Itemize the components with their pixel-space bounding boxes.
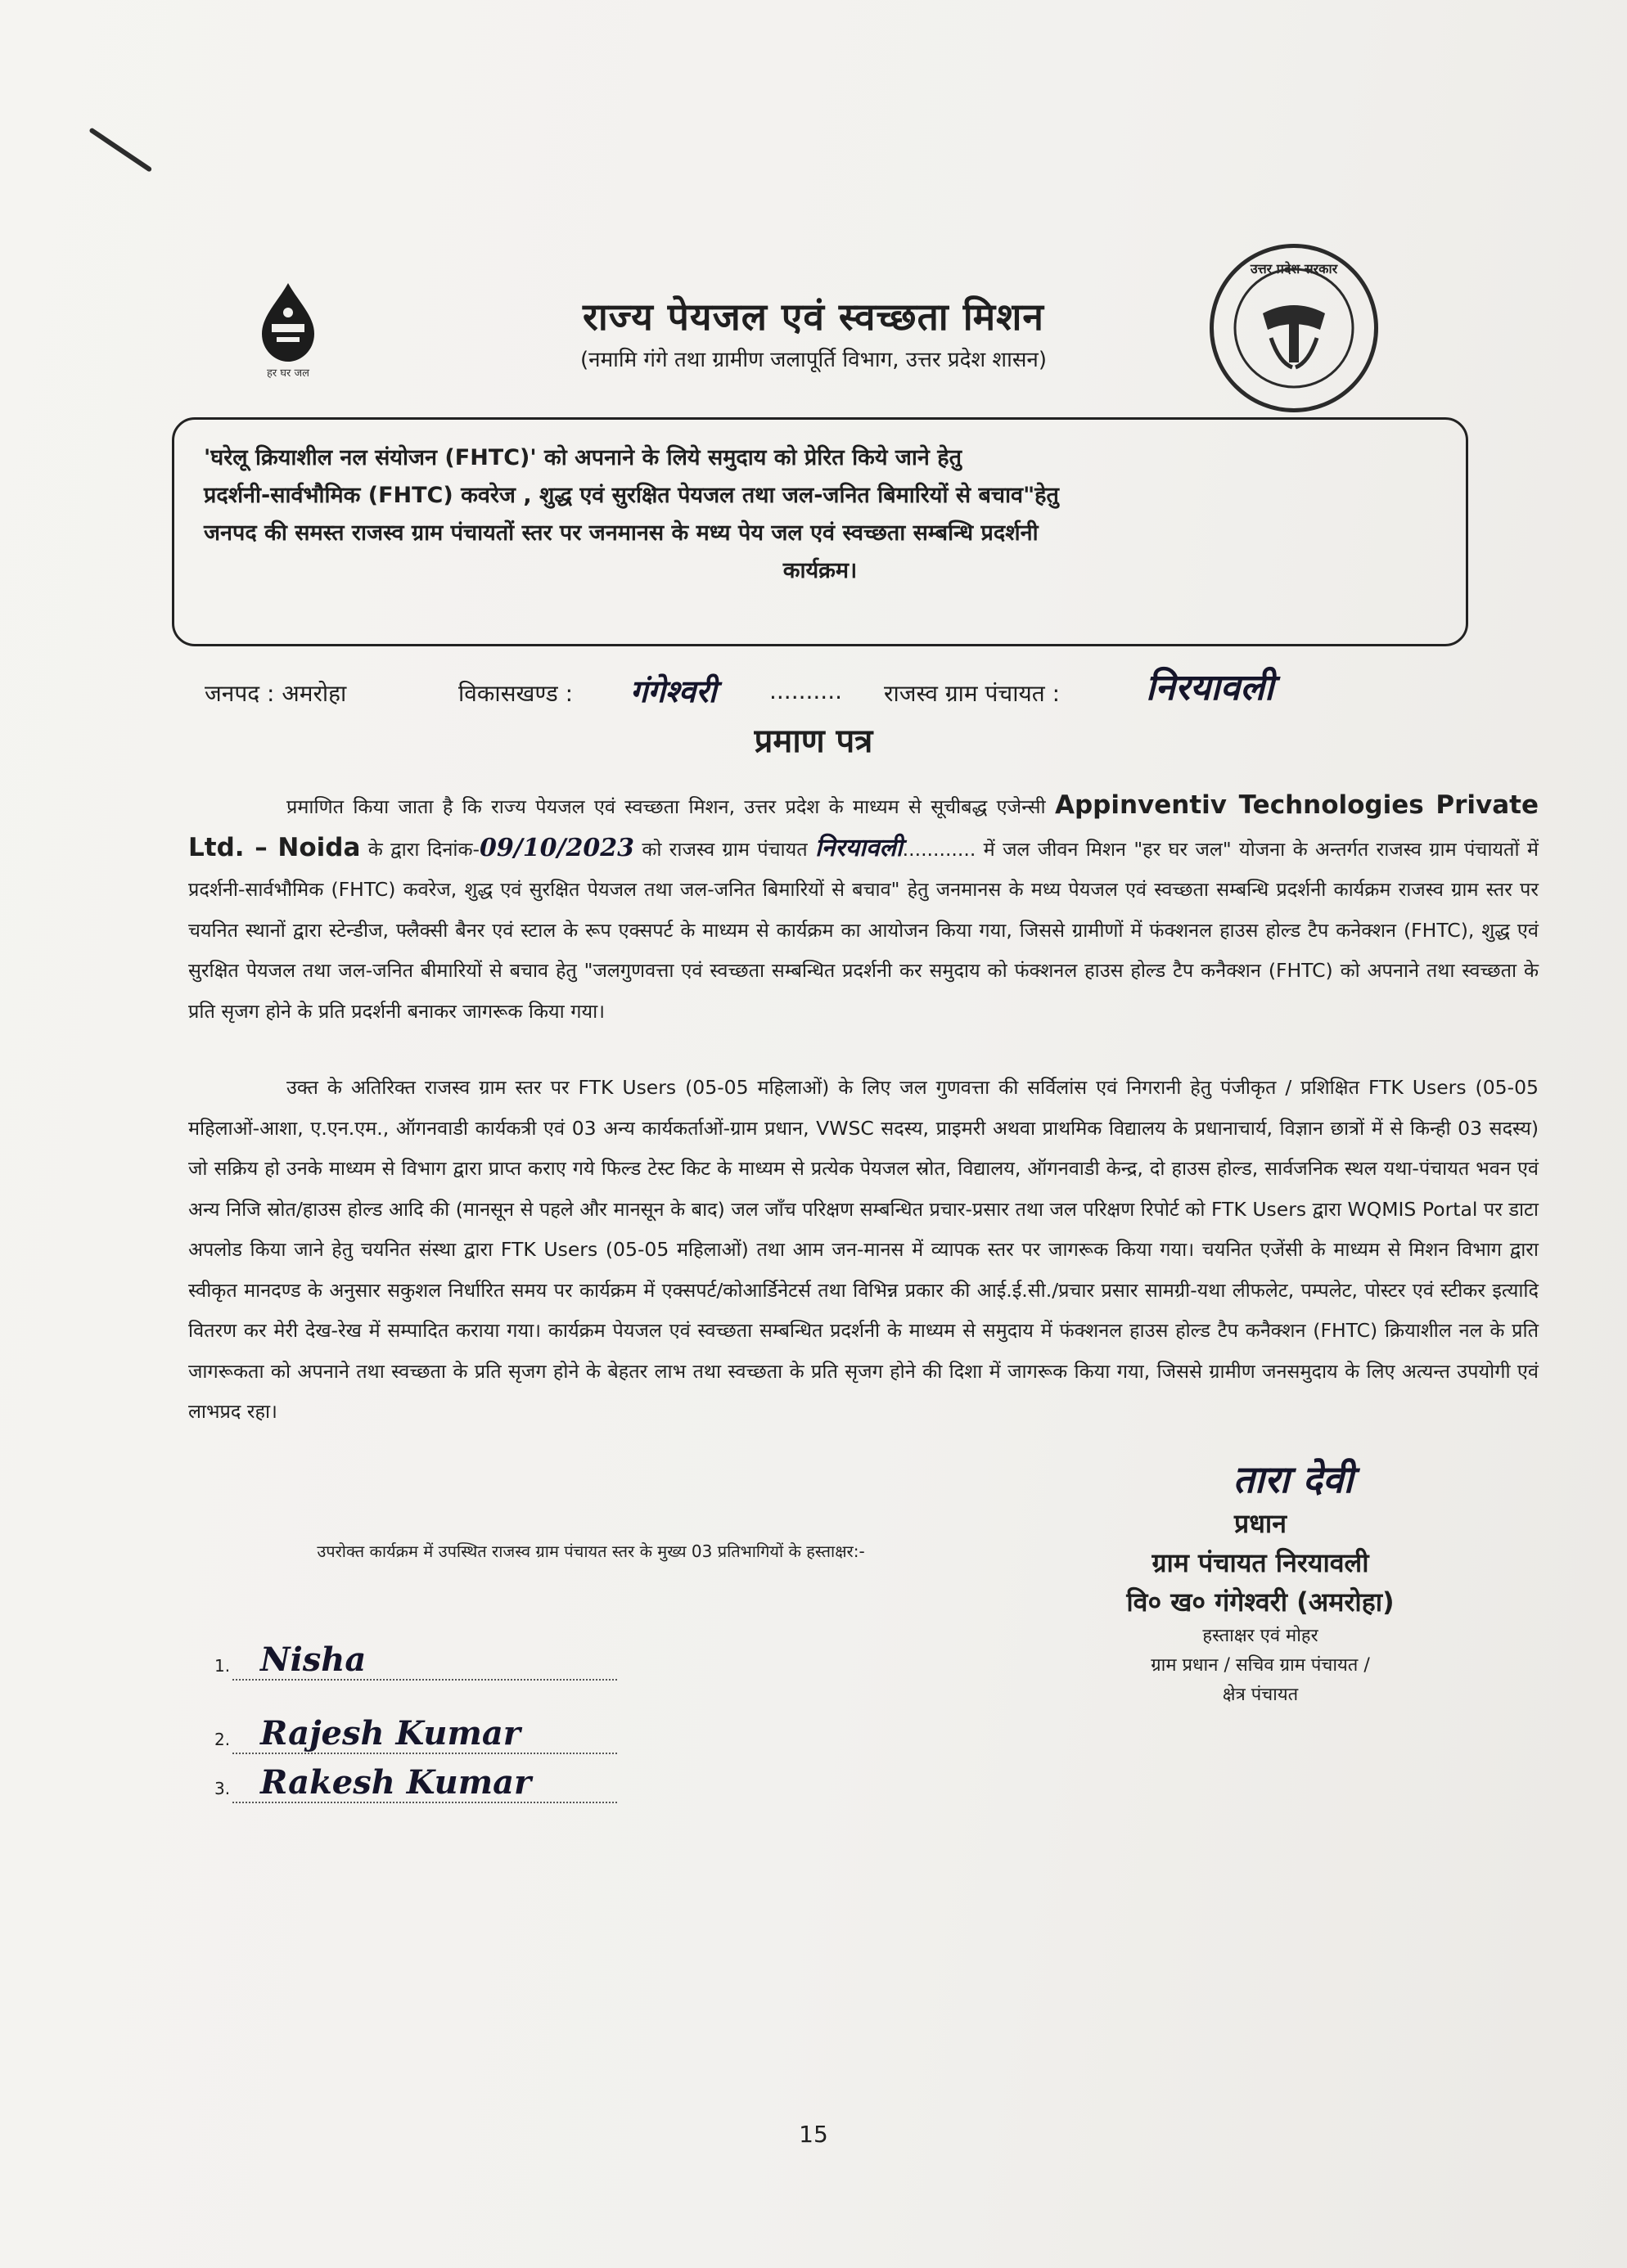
para1-gp-value: निरयावली <box>815 833 903 862</box>
page-title: राज्य पेयजल एवं स्वच्छता मिशन <box>583 295 1044 339</box>
participant-signature: Rajesh Kumar <box>260 1714 521 1753</box>
pen-mark <box>88 128 152 173</box>
participant-signature: Rakesh Kumar <box>260 1763 532 1802</box>
para1-dots: ............ <box>902 837 976 861</box>
participant-number: 1. <box>214 1656 231 1676</box>
block-dots: .......... <box>769 677 843 704</box>
certificate-title: प्रमाण पत्र <box>754 722 873 760</box>
stamp-line-2: ग्राम पंचायत निरयावली <box>1152 1547 1369 1578</box>
stamp-line-1: प्रधान <box>1234 1508 1287 1539</box>
topic-line-4: कार्यक्रम। <box>782 558 858 583</box>
signature-line <box>232 1802 617 1803</box>
seal-caption: उत्तर प्रदेश सरकार <box>1250 261 1338 277</box>
para1-gp-prefix: को राजस्व ग्राम पंचायत <box>642 837 808 861</box>
participant-number: 3. <box>214 1779 231 1798</box>
up-government-seal <box>1210 244 1378 412</box>
page-subtitle: (नमामि गंगे तथा ग्रामीण जलापूर्ति विभाग, उत्तर प्रदेश शासन) <box>580 348 1047 372</box>
signature-caption-3: क्षेत्र पंचायत <box>1222 1685 1299 1705</box>
signature-caption-1: हस्ताक्षर एवं मोहर <box>1202 1626 1318 1646</box>
participant-row <box>214 1628 673 1681</box>
topic-line-1: 'घरेलू क्रियाशील नल संयोजन (FHTC)' को अपनाने के लिये समुदाय को प्रेरित किये जाने हेतु <box>204 445 962 470</box>
topic-line-3: जनपद की समस्त राजस्व ग्राम पंचायतों स्तर पर जनमानस के मध्य पेय जल एवं स्वच्छता सम्बन्धि प्रदर्शनी <box>204 520 1039 546</box>
block-label: विकासखण्ड : <box>458 680 574 707</box>
certificate-paragraph-1 <box>188 785 1539 1032</box>
participants-caption: उपरोक्त कार्यक्रम में उपस्थित राजस्व ग्राम पंचायत स्तर के मुख्य 03 प्रतिभागियों के हस्ताक्षर:- <box>317 1541 865 1561</box>
gram-panchayat-value: निरयावली <box>1146 667 1274 709</box>
pradhan-signature: तारा देवी <box>1233 1457 1354 1501</box>
seal-emblem-icon <box>1214 248 1374 408</box>
para1-body: में जल जीवन मिशन "हर घर जल" योजना के अन्तर्गत राजस्व ग्राम पंचायतों में प्रदर्शनी-सार्वभौमिक (FHTC) कवरेज, शुद्ध एवं सुरक्षित पेयजल तथा जल-जनित बिमारियों से बचाव" हेतु जनमानस के मध्य पेयजल एवं स्वच्छता सम्बन्धि प्रदर्शनी कार्यक्रम राजस्व ग्राम स्तर पर चयनित स्थानों द्वारा स्टेन्डीज, फ्लैक्सी बैनर एवं स्टाल के रूप एक्सपर्ट के माध्यम से कार्यक्रम का आयोजन किया गया, जिससे ग्रामीणों में फंक्शनल हाउस होल्ड टैप कनेक्शन (FHTC), शुद्ध एवं सुरक्षित पेयजल तथा जल-जनित बीमारियों से बचाव हेतु "जलगुणवत्ता एवं स्वच्छता सम्बन्धित प्रदर्शनी कर समुदाय को फंक्शनल हाउस होल्ड टैप कनैक्शन (FHTC) को अपनाने तथा स्वच्छता के प्रति सृजग होने के प्रति प्रदर्शनी बनाकर जागरूक किया गया। <box>188 837 1539 1023</box>
gram-panchayat-label: राजस्व ग्राम पंचायत : <box>884 680 1060 707</box>
program-date: 09/10/2023 <box>480 833 634 862</box>
district-label: जनपद : अमरोहा <box>205 680 347 707</box>
participant-row <box>214 1702 673 1754</box>
topic-box <box>172 417 1468 646</box>
stamp-line-3: वि० ख० गंगेश्वरी (अमरोहा) <box>1126 1586 1395 1618</box>
participant-row <box>214 1751 673 1803</box>
para1-lead: प्रमाणित किया जाता है कि राज्य पेयजल एवं स्वच्छता मिशन, उत्तर प्रदेश के माध्यम से सूचीबद्ध एजेन्सी <box>286 795 1046 818</box>
certificate-paragraph-2 <box>188 1068 1539 1433</box>
agency-name: Appinventiv Technologies Private Ltd. – Noida <box>188 790 1539 862</box>
pradhan-signature-block <box>1064 1455 1457 1710</box>
logo-caption: हर घर जल <box>267 367 309 380</box>
signature-line <box>232 1679 617 1681</box>
participant-signature: Nisha <box>260 1640 367 1679</box>
para1-date-prefix: के द्वारा दिनांक- <box>367 837 480 861</box>
signature-caption-2: ग्राम प्रधान / सचिव ग्राम पंचायत / <box>1151 1655 1370 1676</box>
page-number: 15 <box>799 2121 828 2148</box>
topic-line-2: प्रदर्शनी-सार्वभौमिक (FHTC) कवरेज , शुद्ध एवं सुरक्षित पेयजल तथा जल-जनित बिमारियों से बचाव"हेतु <box>204 483 1059 508</box>
para2-text: उक्त के अतिरिक्त राजस्व ग्राम स्तर पर FTK Users (05-05 महिलाओं) के लिए जल गुणवत्ता की सर्विलांस एवं निगरानी हेतु पंजीकृत / प्रशिक्षित FTK Users (05-05 महिलाओं-आशा, ए.एन.एम., ऑगनवाडी कार्यकत्री एवं 03 अन्य कार्यकर्ताओं-ग्राम प्रधान, VWSC सदस्य, प्राइमरी अथवा प्राथमिक विद्यालय के प्रधानाचार्य, विज्ञान छात्रों में से किन्ही 03 सदस्य) जो सक्रिय हो उनके माध्यम से विभाग द्वारा प्राप्त कराए गये फिल्ड टेस्ट किट के माध्यम से प्रत्येक पेयजल स्रोत, विद्यालय, ऑगनवाडी केन्द्र, दो हाउस होल्ड, सार्वजनिक स्थल यथा-पंचायत भवन एवं अन्य निजि स्रोत/हाउस होल्ड आदि की (मानसून से पहले और मानसून के बाद) जल जाँच परिक्षण सम्बन्धित प्रचार-प्रसार तथा जल परिक्षण रिपोर्ट को FTK Users द्वारा WQMIS Portal पर डाटा अपलोड किया जाने हेतु चयनित संस्था द्वारा FTK Users (05-05 महिलाओं) तथा आम जन-मानस में व्यापक स्तर पर जागरूक किया गया। चयनित एजेंसी के माध्यम से मिशन विभाग द्वारा स्वीकृत मानदण्ड के अनुसार सकुशल निर्धारित समय पर कार्यक्रम में एक्सपर्ट/कोआर्डिनेटर्स तथा विभिन्न प्रकार की आई.ई.सी./प्रचार प्रसार सामग्री-यथा लीफलेट, पम्पलेट, पोस्टर एवं स्टीकर इत्यादि वितरण कर मेरी देख-रेख में सम्पादित कराया गया। कार्यक्रम पेयजल एवं स्वच्छता सम्बन्धित प्रदर्शनी के माध्यम से समुदाय में फंक्शनल हाउस होल्ड टैप कनैक्शन (FHTC) क्रियाशील नल के प्रति जागरूकता को अपनाने तथा स्वच्छता के प्रति सृजग होने के बेहतर लाभ तथा स्वच्छता के प्रति सृजग होने की दिशा में जागरूक किया गया, जिससे ग्रामीण जनसमुदाय के लिए अत्यन्त उपयोगी एवं लाभप्रद रहा। <box>188 1076 1539 1423</box>
participant-number: 2. <box>214 1730 231 1749</box>
block-value: गंगेश्वरी <box>630 673 717 709</box>
